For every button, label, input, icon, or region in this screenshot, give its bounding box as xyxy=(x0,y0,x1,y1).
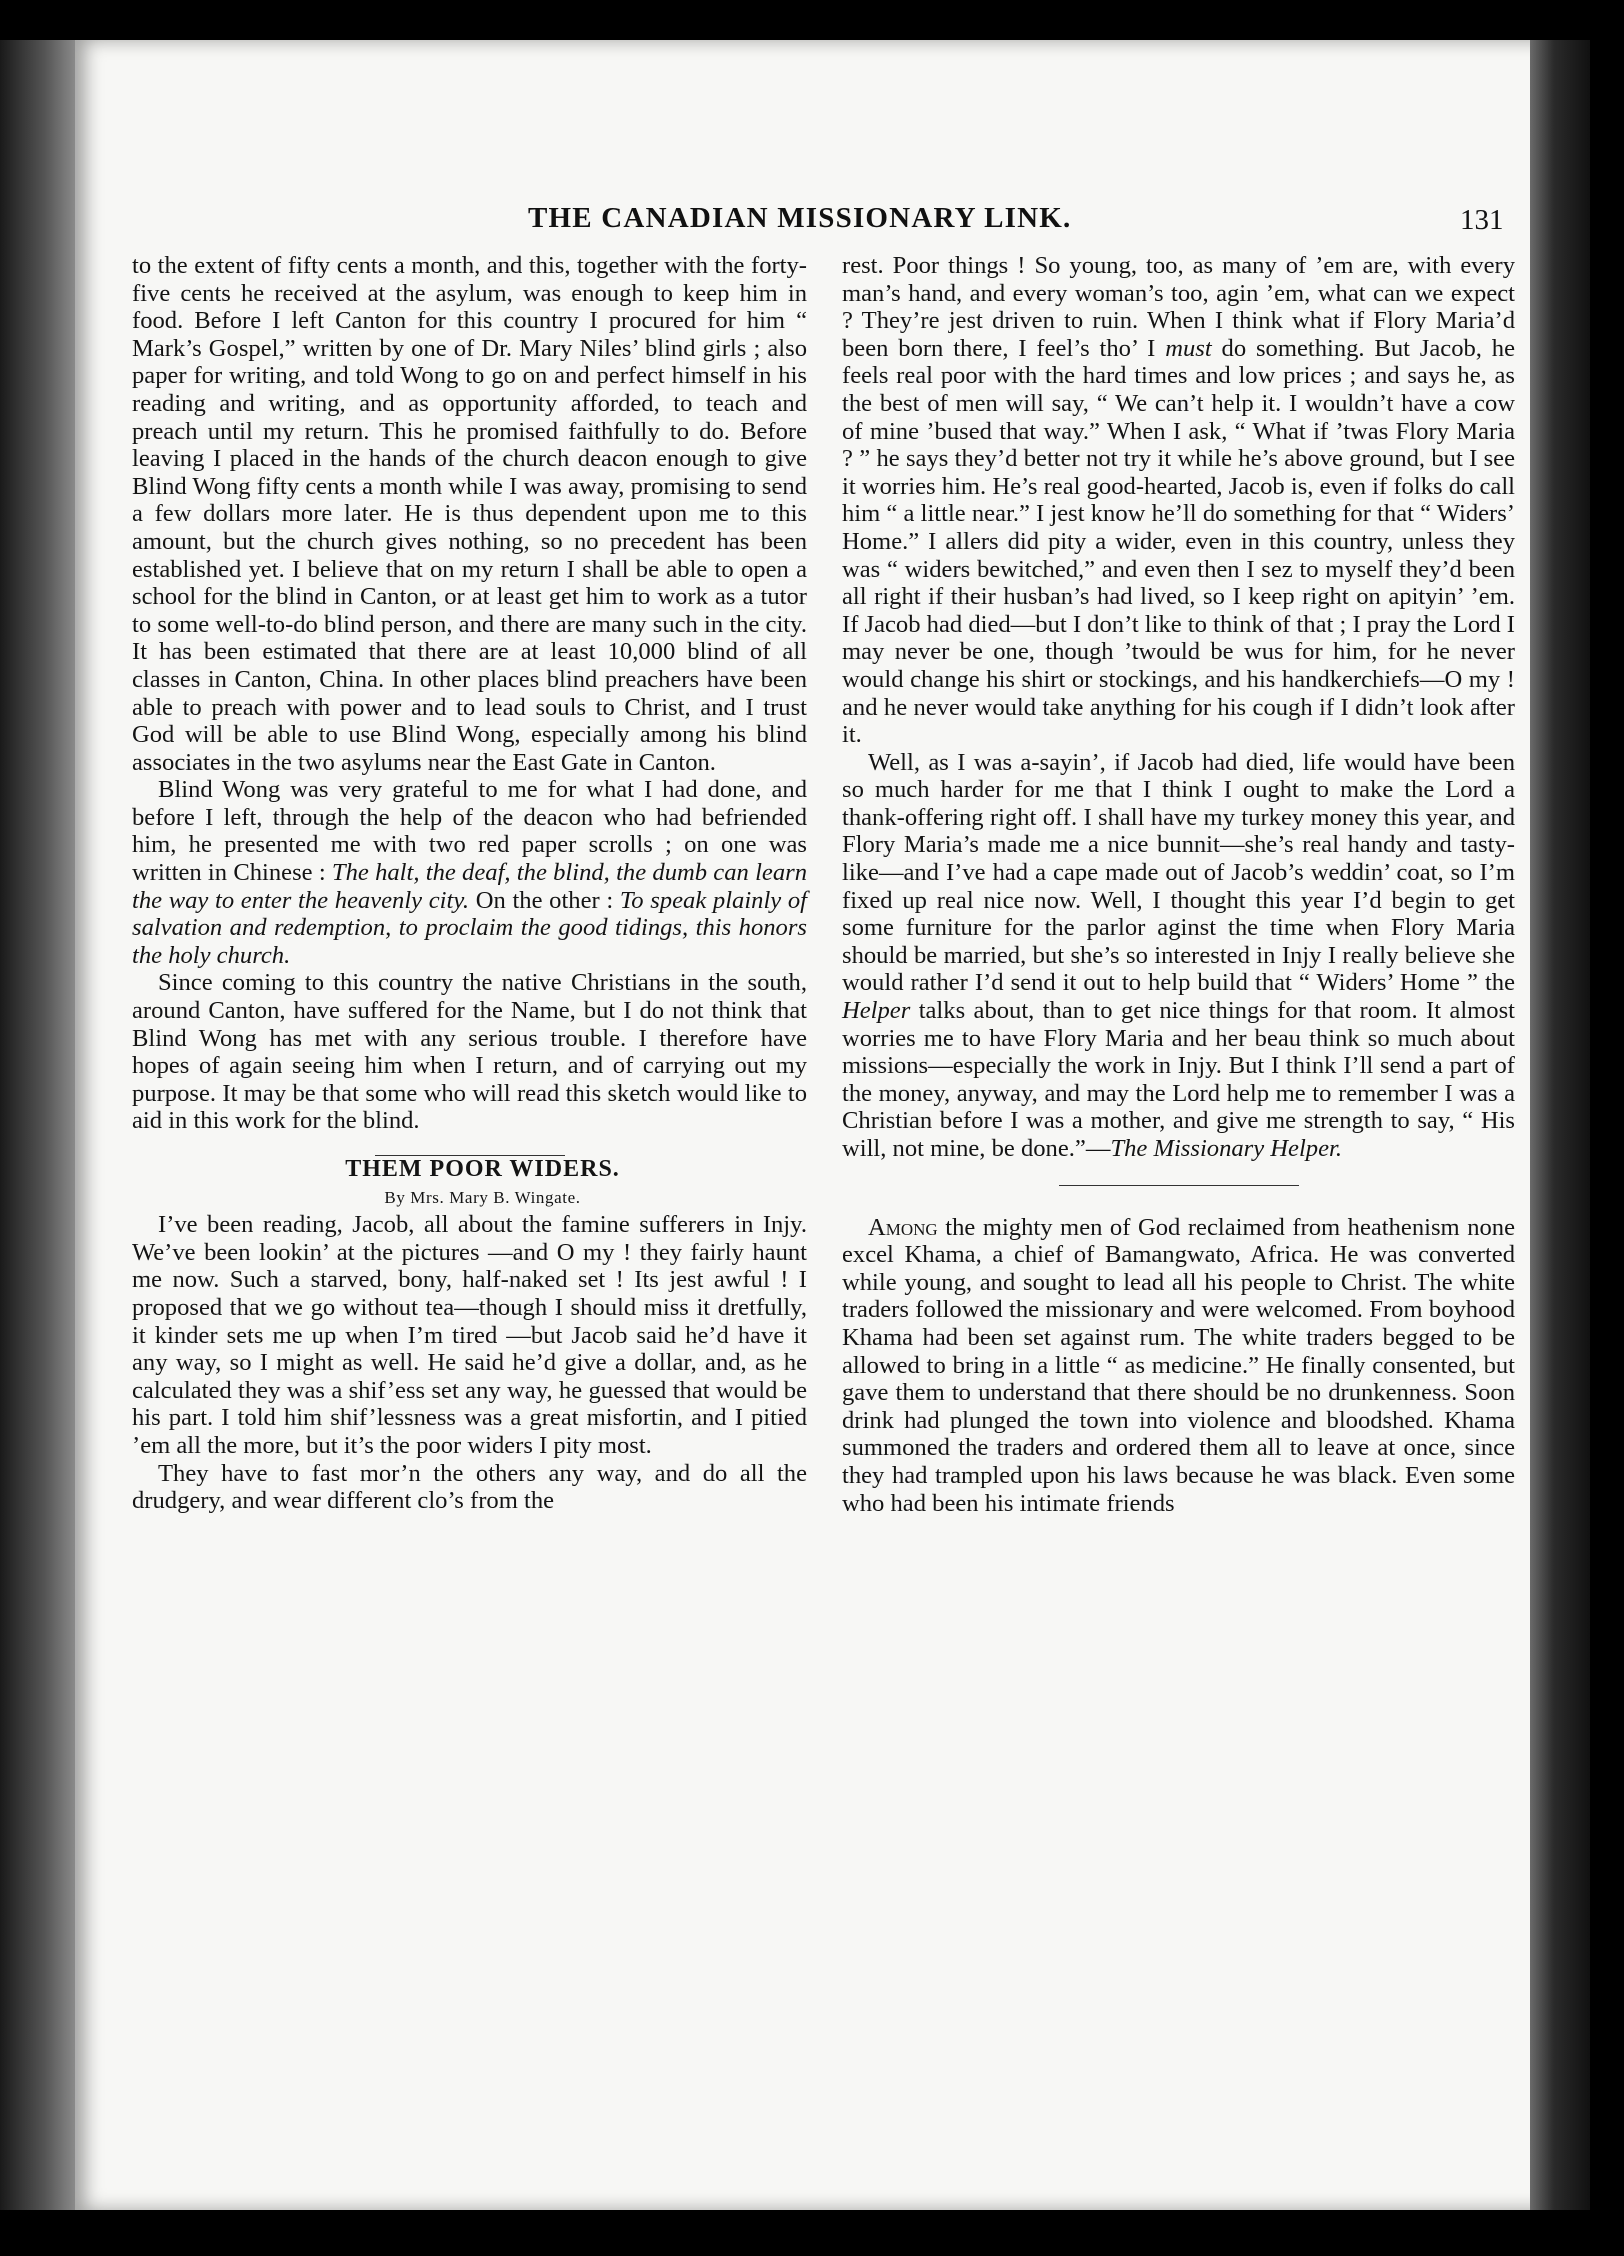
article-title: THEM POOR WIDERS. xyxy=(345,1156,620,1182)
paragraph: I’ve been reading, Jacob, all about the famine sufferers in Injy. We’ve been lookin’ at the pictures —and O my ! they fairly haunt me now. Such a starved, bony, half-naked set ! Its jest awful ! I proposed that we go without tea—though I should miss it dretfully, it kinder sets me up when I’m tired —but Jacob said he’d have it any way, so I might as well. He said he’d give a dollar, and, as he calculated they was a shif’ess set any way, he guessed that would be his part. I told him shif’lessness was a great misfortin, and I pitied ’em all the more, but it’s the poor widers I pity most. xyxy=(132,1211,807,1459)
paragraph: Since coming to this country the native Christians in the south, around Canton, have suffered for the Name, but I do not think that Blind Wong has met with any serious trouble. I therefore have hopes of again seeing him when I return, and of carrying out my purpose. It may be that some who will read this sketch would like to aid in this work for the blind. xyxy=(132,969,807,1135)
italic-word: must xyxy=(1165,334,1212,362)
paragraph xyxy=(842,1214,1515,1518)
page-number: 131 xyxy=(1460,204,1504,236)
book-left-edge xyxy=(0,40,75,2210)
text: talks about, than to get nice things for that room. It almost worries me to have Flory Maria and her beau think so much about missions—especially the work in Injy. But I think I’ll send a part of the money, anyway, and may the Lord help me to remember I was a Christian before I was a mother, and give me strength to say, “ His will, not mine, be done.”— xyxy=(842,997,1515,1162)
paragraph xyxy=(132,776,807,969)
text: Well, as I was a-sayin’, if Jacob had died, life would have been so much harder for me that I think I ought to make the Lord a thank-offering right off. I shall have my turkey money this year, and Flory Maria’s made me a nice bunnit—she’s real handy and tasty-like—and I’ve had a cape made out of Jacob’s weddin’ coat, so I’m fixed up real nice now. Well, I thought this year I’d begin to get some furniture for the parlor aginst the time when Flory Maria should be married, but she’s so interested in Injy I really believe she would rather I’d send it out to help build that “ Widers’ Home ” the xyxy=(842,748,1515,997)
italic-quote: The halt, the deaf, the blind, the dumb can learn the way to enter the heavenly city. xyxy=(132,859,807,914)
text: Blind Wong was very grateful to me for what I had done, and before I left, through the help of the deacon who had befriended him, he presented me with two red paper scrolls ; on one was written in Chinese : xyxy=(132,776,807,887)
paragraph: They have to fast mor’n the others any way, and do all the drudgery, and wear different clo’s from the xyxy=(132,1459,807,1515)
text: rest. Poor things ! So young, too, as many of ’em are, with every man’s hand, and every woman’s too, agin ’em, what can we expect ? They’re jest driven to ruin. When I think what if Flory Maria’d been born there, I feel’s tho’ I xyxy=(842,252,1515,362)
text: On the other : xyxy=(475,886,614,914)
divider xyxy=(1059,1185,1299,1186)
paragraph xyxy=(842,749,1515,1163)
byline: By Mrs. Mary B. Wingate. xyxy=(384,1187,581,1207)
paragraph: to the extent of fifty cents a month, and this, together with the forty-five cents he received at the asylum, was enough to keep him in food. Before I left Canton for this country I procured for him “ Mark’s Gospel,” written by one of Dr. Mary Niles’ blind girls ; also paper for writing, and told Wong to go on and perfect himself in his reading and writing, and as opportunity afforded, to teach and preach until my return. This he promised faithfully to do. Before leaving I placed in the hands of the church deacon enough to give Blind Wong fifty cents a month while I was away, promising to send a few dollars more later. He is thus dependent upon me to this amount, but the church gives nothing, so no precedent has been established yet. I believe that on my return I shall be able to open a school for the blind in Canton, or at least get him to work as a tutor to some well-to-do blind person, and there are many such in the city. It has been estimated that there are at least 10,000 blind of all classes in Canton, China. In other places blind preachers have been able to preach with power and to lead souls to Christ, and I trust God will be able to use Blind Wong, especially among his blind associates in the two asylums near the East Gate in Canton. xyxy=(132,252,807,776)
running-header: THE CANADIAN MISSIONARY LINK. xyxy=(528,202,1072,234)
italic-quote: To speak plainly of salvation and redemption, to proclaim the good tidings, this honors the holy church. xyxy=(132,886,808,969)
right-column xyxy=(842,252,1515,1517)
italic-word: Helper xyxy=(842,997,911,1025)
paragraph xyxy=(842,252,1515,749)
text: do something. But Jacob, he feels real poor with the hard times and low prices ; and says he, as the best of men will say, “ We can’t help it. I wouldn’t have a cow of mine ’bused that way.” When I ask, “ What if ’twas Flory Maria ? ” he says they’d better not try it while he’s above ground, but I see it worries him. He’s real good-hearted, Jacob is, even if folks do call him “ a little near.” I jest know he’ll do something for that “ Widers’ Home.” I allers did pity a wider, even in this country, unless they was “ widers bewitched,” and even then I sez to myself they’d been all right if their husban’s had lived, so I keep right on apityin’ ’em. If Jacob had died—but I don’t like to think of that ; I pray the Lord I may never be one, though ’twould be wus for him, for he never would change his shirt or stockings, and his handkerchiefs—O my ! and he never would take anything for his cough if I didn’t look after it. xyxy=(842,334,1516,749)
lead-word: Among xyxy=(868,1213,938,1241)
book-right-edge xyxy=(1530,40,1590,2210)
source-citation: The Missionary Helper. xyxy=(1110,1135,1343,1162)
text: the mighty men of God reclaimed from heathenism none excel Khama, a chief of Bamangwato, Africa. He was converted while young, and sought to lead all his people to Christ. The white traders followed the missionary and were welcomed. From boyhood Khama had been set against rum. The white traders begged to be allowed to bring in a little “ as medicine.” He finally consented, but gave them to understand that there should be no drunkenness. Soon drink had plunged the town into violence and bloodshed. Khama summoned the traders and ordered them all to leave at once, since they had trampled upon his laws because he was black. Even some who had been his intimate friends xyxy=(842,1213,1516,1517)
left-column xyxy=(132,252,807,1515)
